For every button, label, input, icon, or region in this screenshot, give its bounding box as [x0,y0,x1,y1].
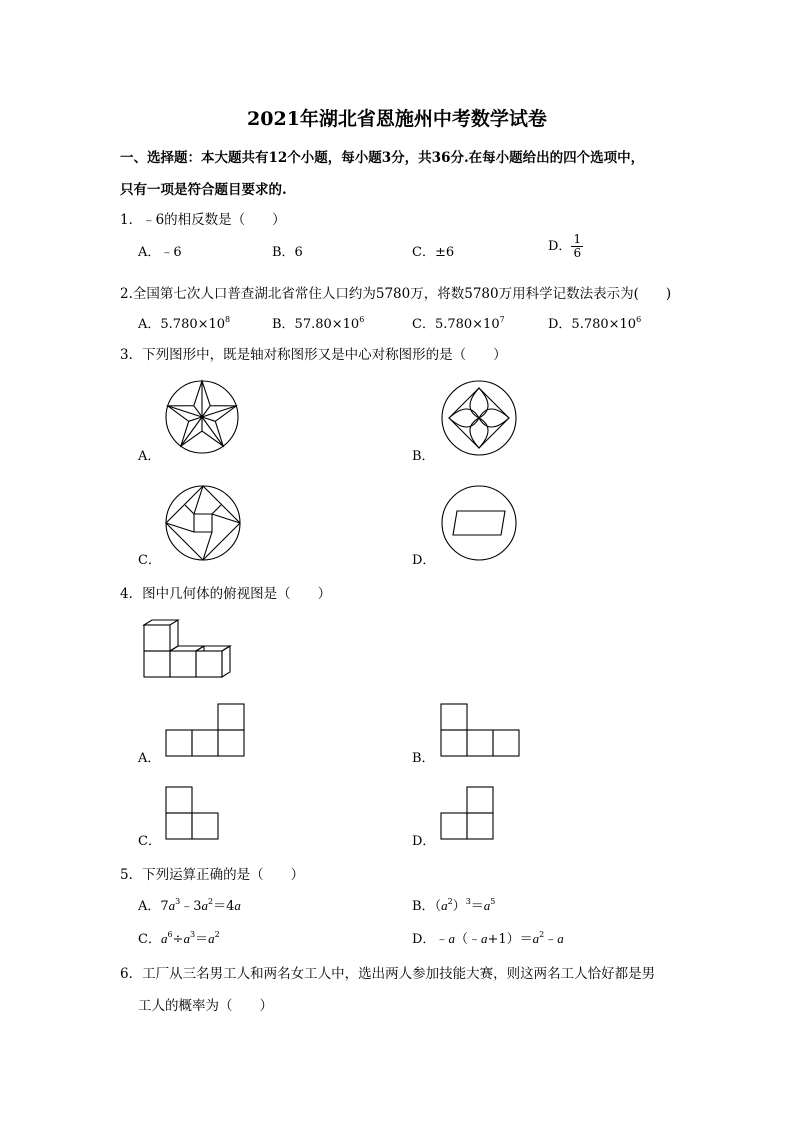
q2-stem: 2.全国第七次人口普查湖北省常住人口约为5780万，将数5780万用科学记数法表示为( ) [120,286,672,302]
q5-option-d-label: D． [412,932,436,947]
q5-option-a: A．$7a^3﹣3a^2=4a$ [138,897,241,914]
q5-option-b-label: B． [412,899,435,914]
q5-option-d: D．$﹣a(﹣a+1)=a^2﹣a$ [412,930,564,947]
q2-option-c-exponent: 7 [499,315,505,324]
q2-option-b [272,313,364,332]
section-heading-line1: 一、选择题：本大题共有12个小题，每小题3分，共36分.在每小题给出的四个选项中， [120,150,645,166]
q1-stem: 1．﹣6的相反数是（ ） [120,212,286,228]
q6-stem-line1: 6．工厂从三名男工人和两名女工人中，选出两人参加技能大赛，则这两名工人恰好都是男 [120,966,656,982]
q1-option-d [548,233,583,260]
q4-top-view-d [440,785,496,840]
star-spoke [202,417,223,446]
q2-option-d-base: D．5.780×10 [548,317,637,332]
q2-option-b-exponent: 6 [359,315,365,324]
q3-option-b: B． [412,449,435,464]
q5-stem: 5．下列运算正确的是（ ） [120,867,305,883]
q5-option-c-label: C． [138,932,161,947]
q5-option-b: B．$(a^2)^3=a^5$ [412,897,496,914]
q3-option-c: C． [138,553,161,568]
q4-top-view-c [165,785,221,840]
q3-figure-b-petals-in-circle [441,380,517,456]
q2-option-b-base: B．57.80×10 [272,317,360,332]
q6-stem-line2: 工人的概率为（ ） [138,998,273,1014]
q1-fraction [571,233,583,260]
q3-figure-c-square-pinwheel-in-circle [165,485,241,561]
q1-option-d-prefix: D． [548,239,572,254]
q2-option-a [138,313,230,332]
q1-fraction-denominator: 6 [573,246,582,260]
q3-stem: 3．下列图形中，既是轴对称图形又是中心对称图形的是（ ） [120,347,507,363]
q5-option-a-label: A． [138,899,161,914]
q2-option-c-base: C．5.780×10 [412,317,500,332]
q4-top-view-a [165,702,247,757]
q3-figure-a-star-in-circle [165,380,239,454]
q2-option-d [548,313,641,332]
q2-option-d-exponent: 6 [636,315,642,324]
q1-fraction-numerator: 1 [573,232,582,246]
q4-option-b: B． [412,751,435,766]
q4-top-view-b [440,702,522,757]
q4-stem: 4．图中几何体的俯视图是（ ） [120,586,332,602]
q1-option-c: C．±6 [412,245,455,260]
q2-option-c [412,313,505,332]
page-title: 2021年湖北省恩施州中考数学试卷 [247,108,547,130]
q2-option-a-exponent: 8 [225,315,231,324]
q4-option-c: C． [138,834,161,849]
section-heading-line2: 只有一项是符合题目要求的. [120,182,287,198]
star-spoke [168,406,202,417]
q4-solid-figure [143,619,245,679]
q4-option-a: A． [138,751,161,766]
q2-option-a-base: A．5.780×10 [138,317,226,332]
star-spoke [181,417,202,446]
star-spoke [202,406,236,417]
q1-option-b: B．6 [272,245,303,260]
q5-option-c: C．$a^6\div a^3=a^2$ [138,930,220,947]
q4-option-d: D． [412,834,436,849]
q3-option-a: A． [138,449,161,464]
q3-figure-d-parallelogram-in-circle [441,485,517,561]
q1-option-a: A．﹣6 [138,245,182,260]
q3-option-d: D． [412,553,436,568]
